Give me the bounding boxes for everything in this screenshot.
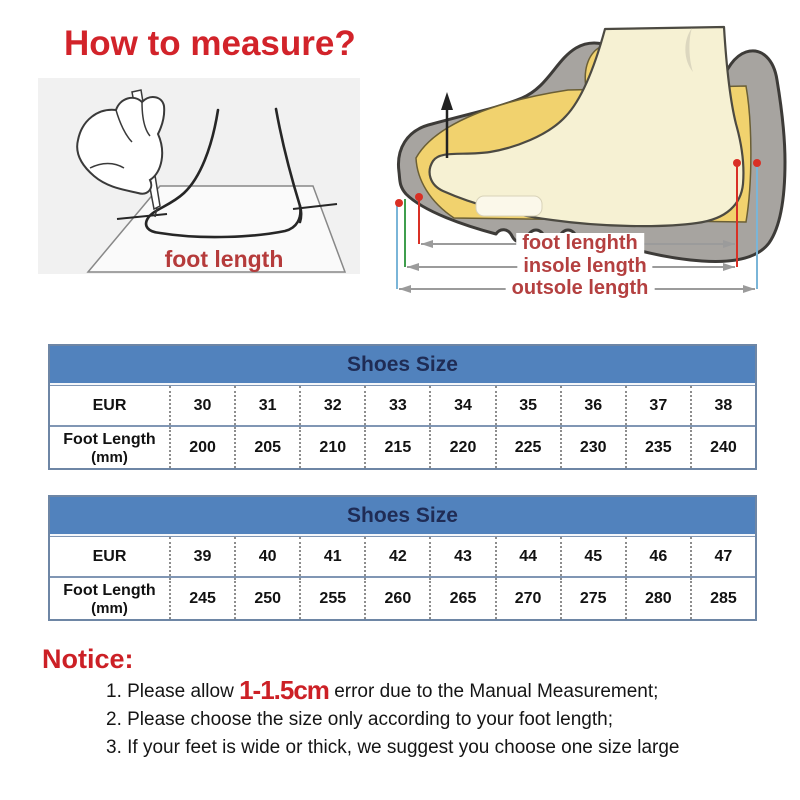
notice-item-1-highlight: 1-1.5cm	[239, 675, 329, 705]
foot-tracing-illustration	[38, 78, 360, 274]
eur-size-value: 38	[690, 386, 755, 425]
foot-length-value: 210	[299, 427, 364, 468]
outsole-length-label: outsole length	[506, 278, 655, 299]
eur-size-value: 35	[495, 386, 560, 425]
eur-size-value: 40	[234, 537, 299, 576]
foot-length-value: 265	[429, 578, 494, 619]
measure-dot	[733, 159, 741, 167]
foot-length-value: 240	[690, 427, 755, 468]
eur-size-value: 33	[364, 386, 429, 425]
notice-list	[106, 675, 766, 762]
foot-length-value: 255	[299, 578, 364, 619]
foot-length-value: 205	[234, 427, 299, 468]
eur-size-value: 30	[169, 386, 234, 425]
shoes-size-table-2	[48, 495, 757, 621]
eur-size-value: 41	[299, 537, 364, 576]
eur-size-value: 44	[495, 537, 560, 576]
table-row-foot-length	[50, 425, 755, 468]
foot-length-label: foot lenghth	[516, 233, 644, 254]
row-label-eur: EUR	[92, 548, 127, 565]
foot-length-value: 280	[625, 578, 690, 619]
foot-length-value: 220	[429, 427, 494, 468]
foot-length-value: 235	[625, 427, 690, 468]
row-label-foot-length	[50, 578, 169, 619]
foot-length-value: 260	[364, 578, 429, 619]
toe-cap-highlight	[476, 196, 542, 216]
foot-length-value: 285	[690, 578, 755, 619]
hand-shape	[77, 97, 164, 194]
notice-item-3: 3. If your feet is wide or thick, we suggest you choose one size large	[106, 737, 680, 758]
foot-tracing-drawing	[38, 78, 360, 274]
foot-length-value: 230	[560, 427, 625, 468]
foot-length-value: 200	[169, 427, 234, 468]
foot-length-label-text: Foot Length	[63, 581, 156, 599]
foot-length-value: 245	[169, 578, 234, 619]
eur-size-value: 32	[299, 386, 364, 425]
eur-size-value: 47	[690, 537, 755, 576]
row-label-foot-length	[50, 427, 169, 468]
eur-size-value: 37	[625, 386, 690, 425]
notice-item-2: 2. Please choose the size only according to your foot length;	[106, 709, 613, 730]
shoe-cutaway-illustration	[390, 0, 800, 300]
table-row-eur	[50, 385, 755, 425]
eur-size-value: 31	[234, 386, 299, 425]
foot-length-unit-text: (mm)	[91, 599, 128, 617]
notice-heading: Notice:	[42, 644, 134, 674]
foot-length-label-text: Foot Length	[63, 430, 156, 448]
eur-size-value: 36	[560, 386, 625, 425]
notice-item-1-prefix: 1. Please allow	[106, 681, 240, 702]
foot-length-value: 275	[560, 578, 625, 619]
eur-size-value: 43	[429, 537, 494, 576]
table-row-eur	[50, 536, 755, 576]
foot-length-value: 225	[495, 427, 560, 468]
eur-size-value: 46	[625, 537, 690, 576]
insole-length-label: insole length	[517, 256, 652, 277]
foot-length-caption: foot length	[164, 246, 284, 272]
measure-dot	[395, 199, 403, 207]
eur-size-value: 39	[169, 537, 234, 576]
measure-dot	[415, 193, 423, 201]
row-label-eur: EUR	[92, 397, 127, 414]
foot-length-unit-text: (mm)	[91, 448, 128, 466]
table-row-foot-length	[50, 576, 755, 619]
table-header: Shoes Size	[50, 497, 755, 536]
eur-size-value: 42	[364, 537, 429, 576]
foot-length-value: 270	[495, 578, 560, 619]
foot-length-value: 215	[364, 427, 429, 468]
eur-size-value: 45	[560, 537, 625, 576]
foot-length-value: 250	[234, 578, 299, 619]
notice-item-1	[106, 675, 766, 706]
notice-item-1-suffix: error due to the Manual Measurement;	[328, 681, 659, 702]
table-header: Shoes Size	[50, 346, 755, 385]
measure-dot	[753, 159, 761, 167]
up-arrow-head	[441, 92, 453, 110]
page-title: How to measure?	[64, 24, 356, 63]
eur-size-value: 34	[429, 386, 494, 425]
shoes-size-table-1	[48, 344, 757, 470]
